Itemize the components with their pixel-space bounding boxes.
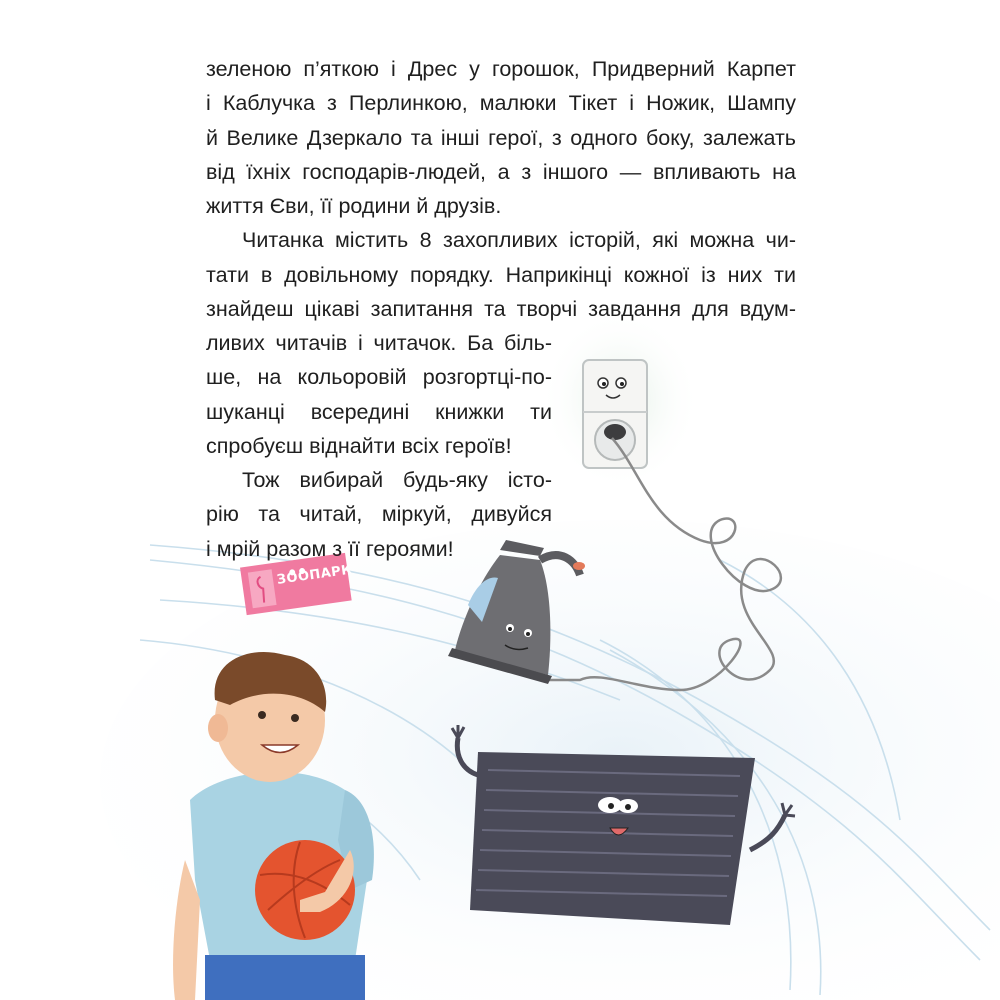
- reader-line: Читанка містить 8 захопливих історій, які можна чи-: [242, 228, 796, 253]
- outlet-character: [583, 360, 647, 468]
- text-block-full: [206, 52, 796, 326]
- ticket-label: ЗООПАРК: [276, 562, 354, 588]
- reader-line: ше, на кольоровій розгортці-по-: [206, 365, 552, 390]
- reader-line: спробуєш віднайти всіх героїв!: [206, 433, 512, 458]
- intro-line: і Каблучка з Перлинкою, малюки Тікет і Ножик, Шампу: [206, 91, 796, 116]
- intro-line: від їхніх господарів-людей, а з іншого — впливають на: [206, 159, 796, 184]
- closing-line: рію та читай, міркуй, дивуйся: [206, 502, 552, 527]
- reader-line: тати в довільному порядку. Наприкінці кожної із них ти: [206, 262, 796, 287]
- intro-line: зеленою п’яткою і Дрес у горошок, Придверний Карпет: [206, 57, 796, 81]
- closing-line: і мрій разом з її героями!: [206, 536, 454, 561]
- intro-line: й Велике Дзеркало та інші герої, з одного боку, залежать: [206, 125, 796, 150]
- closing-line: Тож вибирай будь-яку істо-: [242, 468, 552, 493]
- reader-line: ливих читачів і читачок. Ба біль-: [206, 331, 552, 355]
- text-block-narrow: [206, 326, 552, 566]
- reader-line: знайдеш цікаві запитання та творчі завдання для вдум-: [206, 297, 796, 322]
- reader-line: шуканці всередині книжки ти: [206, 399, 552, 424]
- intro-line: життя Єви, її родини й друзів.: [206, 194, 502, 219]
